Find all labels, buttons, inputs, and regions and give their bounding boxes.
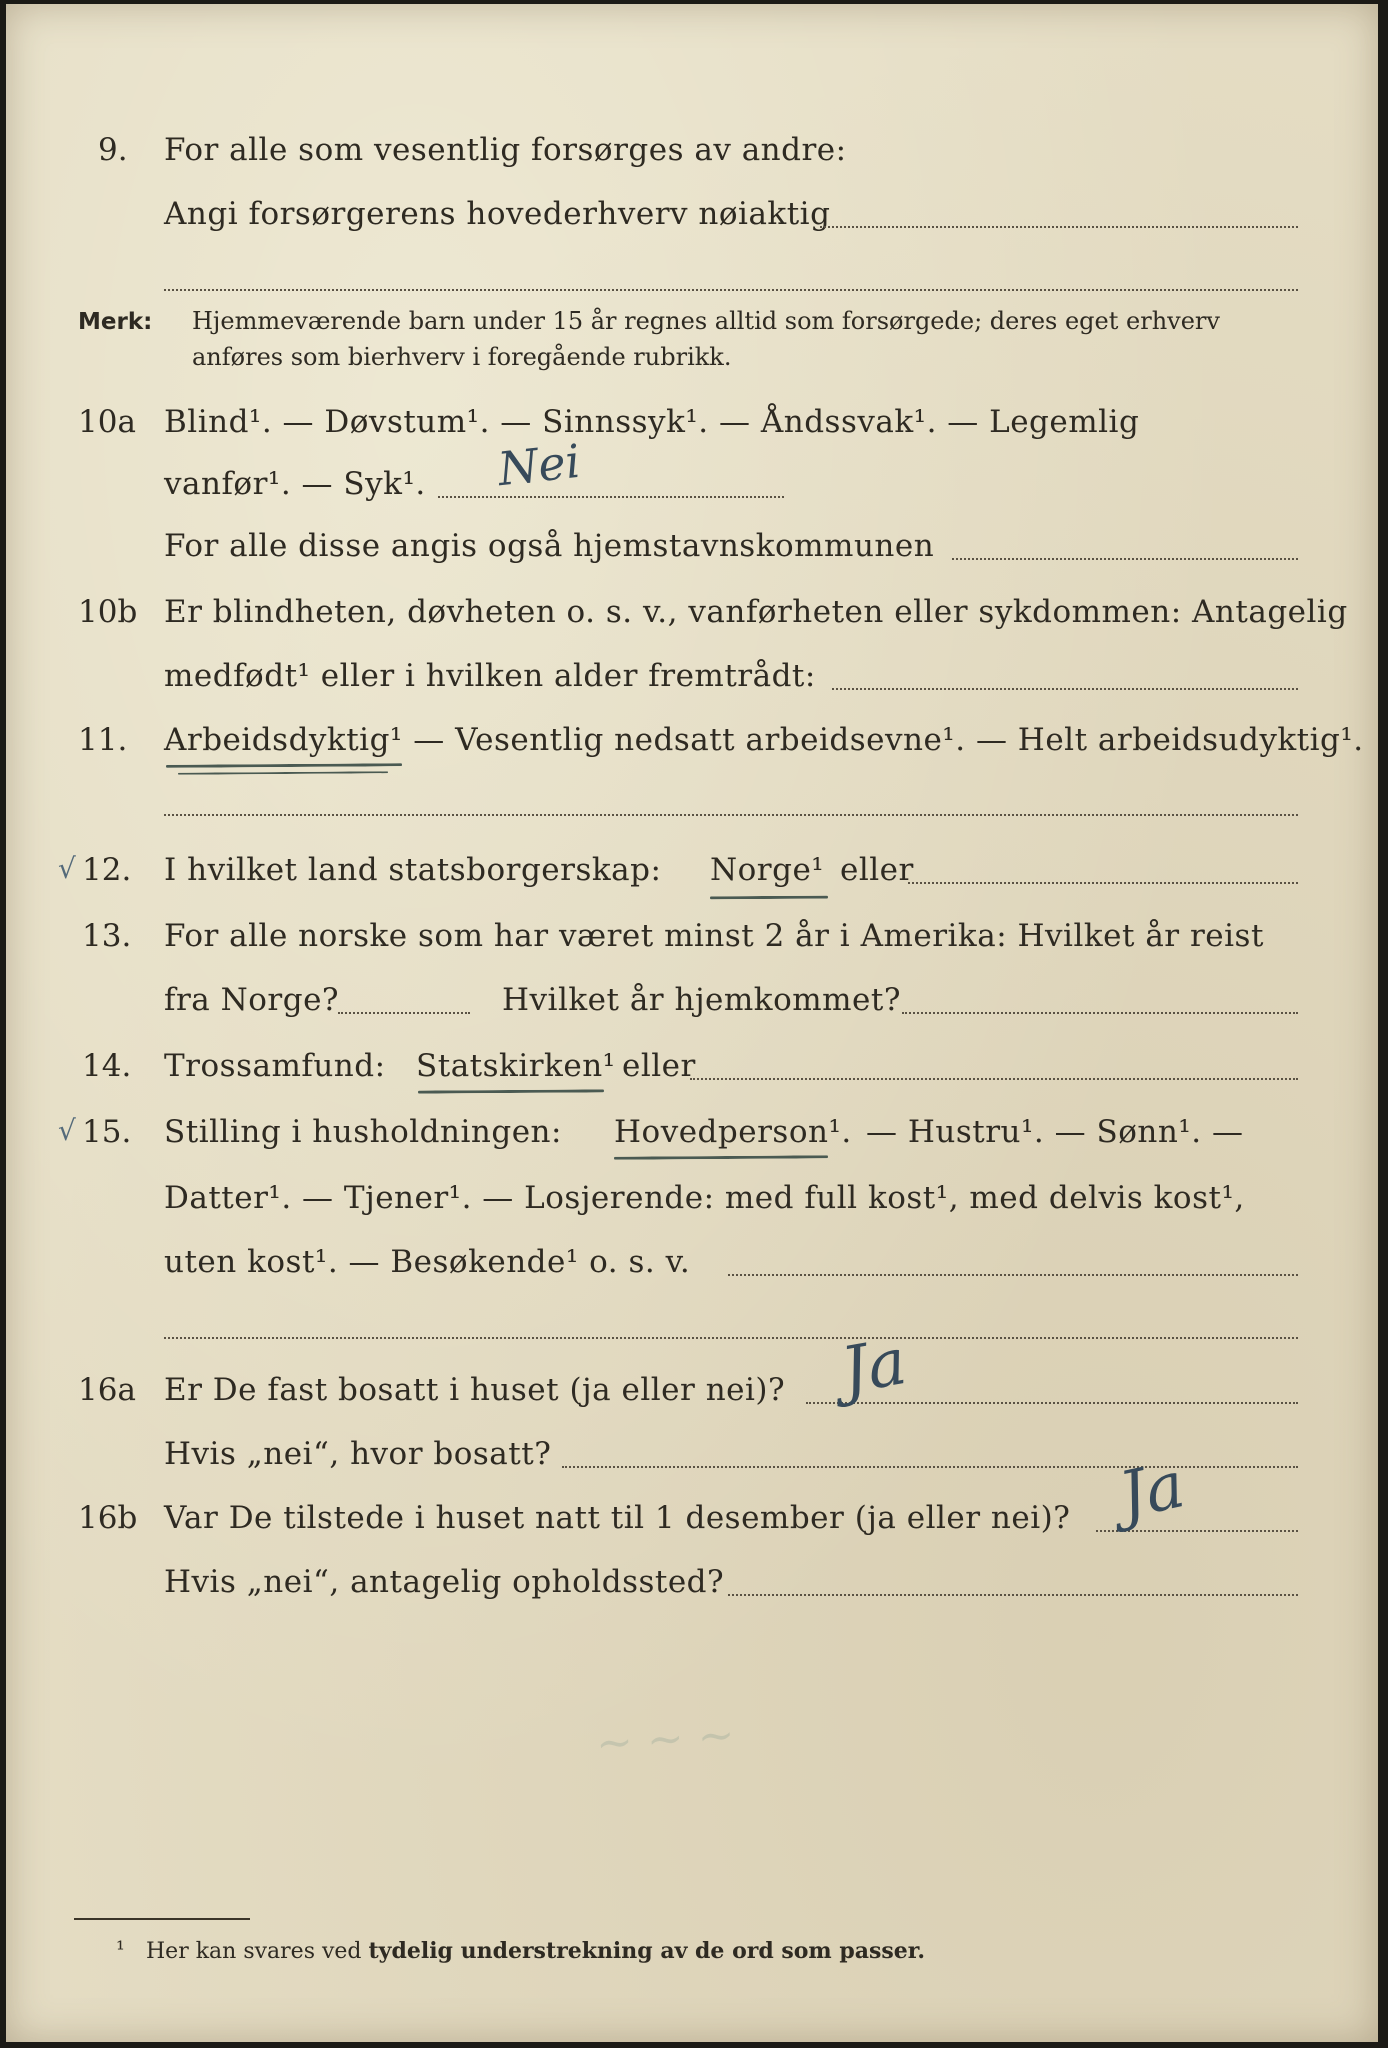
q13-part-a: fra Norge? <box>164 982 340 1018</box>
merk-note <box>78 304 152 339</box>
q16a-handwritten-answer: Ja <box>836 1325 912 1409</box>
q15-answer-field[interactable] <box>728 1274 1298 1276</box>
q12-underline-mark <box>710 896 828 900</box>
q10b-number: 10b <box>78 594 138 630</box>
q13-number: 13. <box>82 918 132 954</box>
q10a-number: 10a <box>78 404 136 440</box>
q15-lead: Stilling i husholdningen: <box>164 1114 562 1150</box>
footnote-pre: Her kan svares ved <box>146 1939 362 1964</box>
q14-underline-mark <box>418 1089 604 1093</box>
q10a-line3: For alle disse angis også hjemstavnskommunen <box>164 528 935 564</box>
census-form-page <box>6 4 1378 2042</box>
q13-reist-field[interactable] <box>338 1012 470 1014</box>
merk-line2: anføres som bierhverv i foregående rubrikk. <box>192 343 732 371</box>
q15-underline-mark <box>614 1155 828 1159</box>
q9-number: 9. <box>98 132 128 168</box>
q10a-line2: vanfør¹. — Syk¹. <box>164 466 426 502</box>
q14-text: Trossamfund: <box>164 1048 386 1084</box>
q12-number: 12. <box>82 852 132 888</box>
q13-part-b: Hvilket år hjemkommet? <box>502 982 901 1018</box>
q10b-line1: Er blindheten, døvheten o. s. v., vanførheten eller sykdommen: Antagelig <box>164 594 1348 630</box>
footnote-rule <box>74 1918 250 1920</box>
q16a-number: 16a <box>78 1372 136 1408</box>
footnote-mark: ¹ <box>116 1938 125 1963</box>
q16b-line2: Hvis „nei“, antagelig opholdssted? <box>164 1564 725 1600</box>
q11-answer-field[interactable] <box>164 814 1298 816</box>
q15-option-hovedperson[interactable]: Hovedperson¹. <box>614 1114 852 1150</box>
q15-answer-field-2[interactable] <box>164 1337 1298 1339</box>
q9-answer-field-2[interactable] <box>164 289 1298 291</box>
q11-underline-mark <box>166 763 402 768</box>
q16b-answer-field[interactable] <box>1096 1530 1298 1532</box>
q16a-line2: Hvis „nei“, hvor bosatt? <box>164 1436 552 1472</box>
q14-option-statskirken[interactable]: Statskirken¹ <box>416 1048 616 1084</box>
q10a-answer-field[interactable] <box>438 496 784 498</box>
q11-number: 11. <box>78 722 128 758</box>
q15-rest1: — Hustru¹. — Sønn¹. — <box>866 1114 1244 1150</box>
q16b-line1: Var De tilstede i huset natt til 1 desember (ja eller nei)? <box>164 1500 1071 1536</box>
merk-label: Merk: <box>78 309 153 335</box>
q9-answer-field[interactable] <box>820 226 1298 228</box>
q11-underline-mark-2 <box>178 771 388 774</box>
q16b-opholdssted-field[interactable] <box>728 1594 1298 1596</box>
q10a-handwritten-answer: Nei <box>495 433 583 497</box>
q13-hjemkommet-field[interactable] <box>902 1012 1298 1014</box>
q15-number: 15. <box>82 1114 132 1150</box>
q11-option-arbeidsdyktig[interactable]: Arbeidsdyktig¹ <box>164 722 403 758</box>
q10a-hjemstavn-field[interactable] <box>952 558 1298 560</box>
q16b-handwritten-answer: Ja <box>1113 1448 1191 1534</box>
footnote-bold: tydelig understrekning av de ord som passer. <box>368 1938 926 1964</box>
bleed-through-mark: ~ ~ ~ <box>594 1709 737 1770</box>
q10b-line2: medfødt¹ eller i hvilken alder fremtrådt: <box>164 658 816 694</box>
q14-answer-field[interactable] <box>690 1078 1298 1080</box>
q11-line <box>164 720 1364 760</box>
q12-answer-field[interactable] <box>908 882 1298 884</box>
q12-tail: eller <box>840 852 914 888</box>
footnote-text <box>146 1936 925 1967</box>
q16a-line1: Er De fast bosatt i huset (ja eller nei)? <box>164 1372 786 1408</box>
q16a-bosatt-field[interactable] <box>562 1466 1298 1468</box>
q9-line1: For alle som vesentlig forsørges av andre: <box>164 132 847 168</box>
q12-check-mark: √ <box>58 852 76 885</box>
q15-line2: Datter¹. — Tjener¹. — Losjerende: med full kost¹, med delvis kost¹, <box>164 1180 1245 1216</box>
q14-tail: eller <box>622 1048 696 1084</box>
q15-line3: uten kost¹. — Besøkende¹ o. s. v. <box>164 1244 691 1280</box>
q9-line2: Angi forsørgerens hovederhverv nøiaktig <box>164 196 831 232</box>
q13-line1: For alle norske som har været minst 2 år i Amerika: Hvilket år reist <box>164 918 1264 954</box>
q10a-line1: Blind¹. — Døvstum¹. — Sinnssyk¹. — Åndssvak¹. — Legemlig <box>164 404 1140 440</box>
q15-check-mark: √ <box>58 1114 76 1147</box>
q12-text: I hvilket land statsborgerskap: <box>164 852 662 888</box>
merk-line1: Hjemmeværende barn under 15 år regnes alltid som forsørgede; deres eget erhverv <box>192 307 1220 335</box>
q14-number: 14. <box>82 1048 132 1084</box>
q12-option-norge[interactable]: Norge¹ <box>710 852 825 888</box>
q11-rest: — Vesentlig nedsatt arbeidsevne¹. — Helt arbeidsudyktig¹. <box>402 722 1364 758</box>
q10b-answer-field[interactable] <box>832 688 1298 690</box>
q16b-number: 16b <box>78 1500 138 1536</box>
